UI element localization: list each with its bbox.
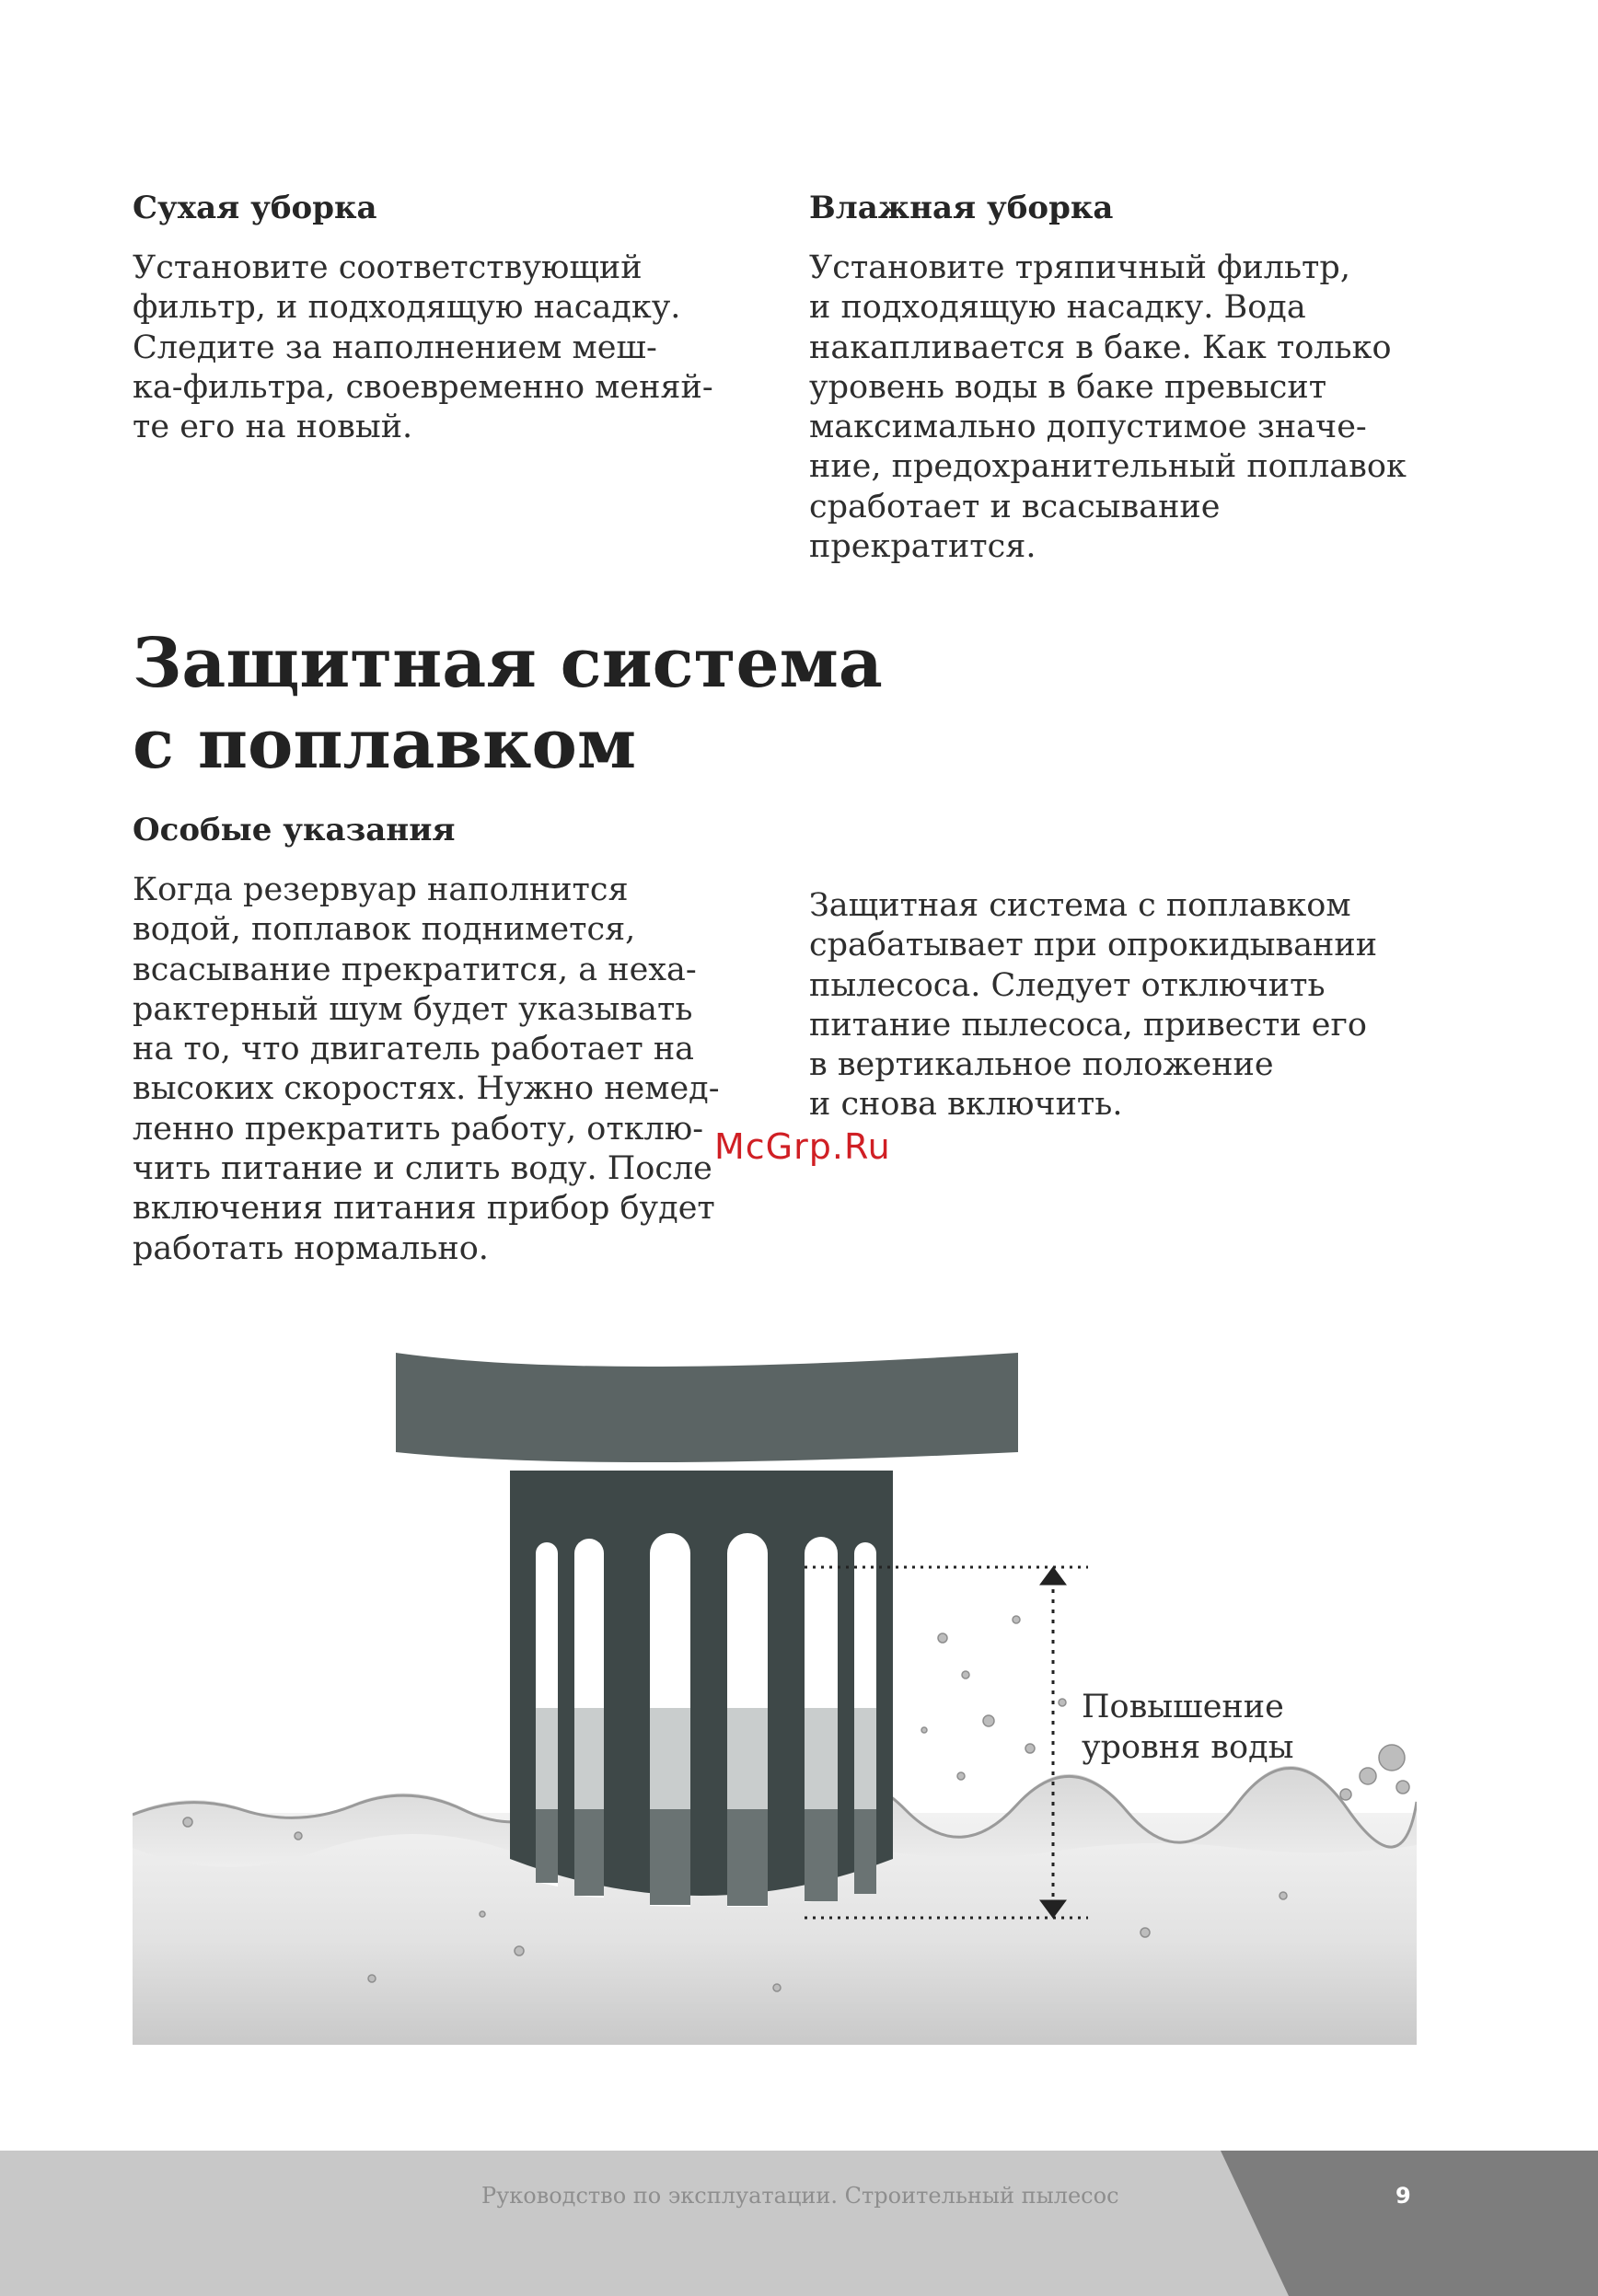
dry-cleaning-heading: Сухая уборка [133, 190, 377, 226]
text-line: фильтр, и подходящую насадку. [133, 289, 681, 327]
text-line: сработает и всасывание [809, 488, 1221, 525]
text-line: на то, что двигатель работает на [133, 1031, 695, 1068]
page-number: 9 [1395, 2183, 1411, 2209]
section-title-line: Защитная система [133, 624, 883, 703]
watermark: McGrp.Ru [714, 1126, 891, 1167]
float-system-text [809, 886, 1377, 1125]
text-line: в вертикальное положение [809, 1046, 1274, 1084]
text-line: чить питание и слить воду. После [133, 1150, 712, 1188]
text-line: Следите за наполнением меш- [133, 329, 657, 366]
text-line: включения питания прибор будет [133, 1190, 715, 1228]
wet-cleaning-heading: Влажная уборка [809, 190, 1114, 226]
special-notes-text [133, 871, 720, 1269]
text-line: Когда резервуар наполнится [133, 871, 629, 908]
water-level-label [1082, 1687, 1294, 1768]
text-line: и снова включить. [809, 1086, 1123, 1124]
text-line: всасывание прекратится, а неха- [133, 951, 697, 988]
text-line: питание пылесоса, привести его [809, 1006, 1367, 1044]
text-line: высоких скоростях. Нужно немед- [133, 1070, 720, 1108]
special-notes-heading: Особые указания [133, 812, 456, 848]
text-line: накапливается в баке. Как только [809, 329, 1392, 366]
text-line: прекратится. [809, 528, 1036, 566]
text-line: Защитная система с поплавком [809, 887, 1351, 924]
text-line: рактерный шум будет указывать [133, 990, 693, 1028]
text-line: уровень воды в баке превысит [809, 368, 1327, 406]
wet-cleaning-text [809, 248, 1407, 567]
text-line: и подходящую насадку. Вода [809, 289, 1306, 327]
text-line: срабатывает при опрокидывании [809, 927, 1378, 964]
text-line: Повышение [1082, 1689, 1284, 1725]
dry-cleaning-text [133, 248, 713, 447]
section-title [133, 623, 883, 785]
text-line: водой, поплавок поднимется, [133, 911, 636, 949]
text-line: максимально допустимое значе- [809, 409, 1367, 446]
text-line: ленно прекратить работу, отклю- [133, 1110, 704, 1148]
text-line: пылесоса. Следует отключить [809, 966, 1326, 1004]
float-top [396, 1353, 1018, 1462]
text-line: ка-фильтра, своевременно меняй- [133, 368, 713, 406]
text-line: Установите соответствующий [133, 249, 643, 286]
section-title-line: с поплавком [133, 705, 637, 784]
footer-bar [0, 2151, 1598, 2296]
text-line: Установите тряпичный фильтр, [809, 249, 1350, 286]
footer-text: Руководство по эксплуатации. Строительный пылесос [481, 2183, 1119, 2209]
text-line: работать нормально. [133, 1229, 489, 1267]
text-line: ние, предохранительный поплавок [809, 448, 1407, 486]
text-line: уровня воды [1082, 1729, 1294, 1766]
text-line: те его на новый. [133, 409, 413, 446]
